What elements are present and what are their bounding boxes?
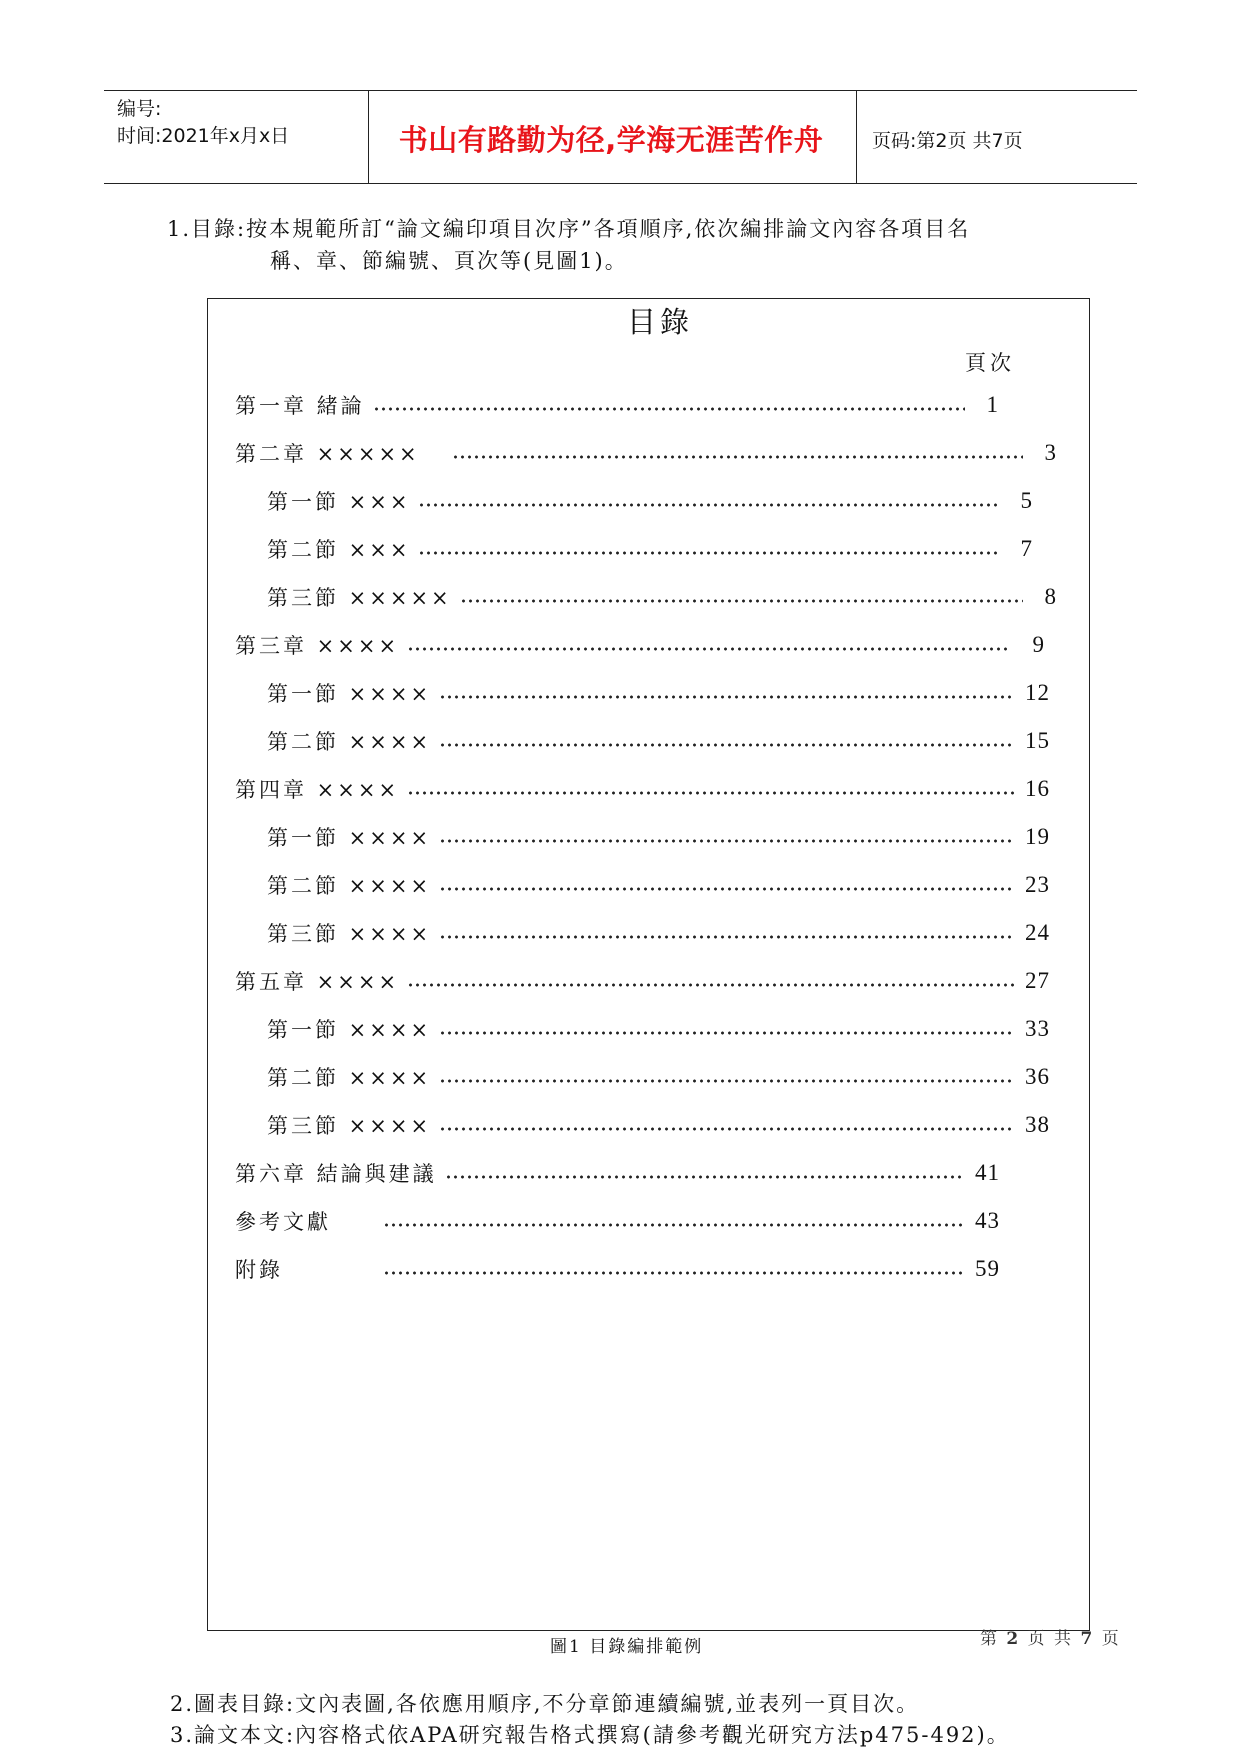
toc-dot-leader [460,598,1023,604]
figure-caption: 圖1 目錄編排範例 [550,1637,704,1657]
toc-entry-page: 1 [986,392,999,417]
toc-entry [267,1014,1050,1044]
toc-entry-label: 第三節 ××××× [267,586,452,610]
toc-dot-leader [407,982,1015,988]
toc-entry-page: 38 [1025,1112,1050,1137]
toc-entry-page: 19 [1025,824,1050,849]
toc-entry [267,918,1050,948]
header-motto: 书山有路勤为径,学海无涯苦作舟 [398,123,824,157]
toc-entry [235,1158,1000,1188]
toc-page-header: 頁次 [965,351,1015,375]
toc-dot-leader [439,838,1015,844]
header-divider-right [856,90,857,184]
toc-dot-leader [439,934,1015,940]
toc-entry-label: 第一節 ×××× [267,682,432,706]
toc-entry [267,870,1050,900]
header-top-rule [104,90,1137,91]
toc-entry-page: 33 [1025,1016,1050,1041]
toc-entry [267,726,1050,756]
toc-entry [235,438,1057,468]
time-label: 时间:2021年x月x日 [117,125,290,147]
toc-entry-label: 第三節 ×××× [267,922,432,946]
toc-entry-page: 24 [1025,920,1050,945]
toc-entry [235,390,999,420]
page-footer-current: 2 [1006,1629,1021,1649]
page-footer [980,1624,1121,1649]
toc-dot-leader [407,790,1015,796]
toc-entry [235,1254,1000,1284]
toc-dot-leader [452,454,1023,460]
toc-entry [267,534,1033,564]
toc-entry [235,1206,1000,1236]
toc-entry-page: 9 [1032,632,1045,657]
toc-entry-label: 附錄 [235,1258,283,1282]
toc-entry-label: 第二章 ××××× [235,442,420,466]
toc-entry-page: 23 [1025,872,1050,897]
toc-dot-leader [439,1030,1015,1036]
toc-title: 目錄 [626,305,693,339]
toc-entry-label: 第一節 ×××× [267,1018,432,1042]
toc-entry-page: 16 [1025,776,1050,801]
toc-entry [235,774,1050,804]
toc-entry [267,486,1033,516]
toc-dot-leader [439,1126,1015,1132]
toc-entry [267,1062,1050,1092]
toc-entry-label: 第二節 ××× [267,538,411,562]
toc-entry-label: 第一章 緒論 [235,394,365,418]
toc-entry-label: 第一節 ×××× [267,826,432,850]
page-footer-total: 7 [1080,1629,1095,1649]
toc-dot-leader [373,406,965,412]
toc-dot-leader [383,1222,965,1228]
toc-entry-label: 第一節 ××× [267,490,411,514]
toc-dot-leader [418,550,999,556]
toc-entry-label: 第三節 ×××× [267,1114,432,1138]
toc-entry [235,966,1050,996]
toc-entry-page: 8 [1044,584,1057,609]
header-bottom-rule [104,183,1137,184]
toc-entry-page: 59 [975,1256,1000,1281]
toc-entry-label: 第二節 ×××× [267,1066,432,1090]
toc-dot-leader [439,742,1015,748]
toc-entry-page: 5 [1020,488,1033,513]
toc-entry-page: 7 [1020,536,1033,561]
toc-dot-leader [439,1078,1015,1084]
page-footer-suffix: 页 [1101,1629,1121,1649]
page-footer-prefix: 第 [980,1629,999,1649]
toc-dot-leader [418,502,999,508]
toc-dot-leader [383,1270,965,1276]
intro-line-2: 稱、章、節編號、頁次等(見圖1)。 [270,249,628,273]
page-footer-middle: 页 共 [1027,1629,1074,1649]
toc-entry [235,630,1045,660]
toc-entry [267,678,1050,708]
toc-dot-leader [407,646,1011,652]
outro-line-2: 2.圖表目錄:文內表圖,各依應用順序,不分章節連續編號,並表列一頁目次。 [170,1692,920,1716]
toc-entry-label: 第四章 ×××× [235,778,400,802]
toc-dot-leader [445,1174,965,1180]
toc-entry-page: 36 [1025,1064,1050,1089]
toc-dot-leader [439,886,1015,892]
toc-entry-page: 12 [1025,680,1050,705]
page-number-label: 页码:第2页 共7页 [872,130,1023,152]
toc-entry-page: 43 [975,1208,1000,1233]
toc-entry-page: 41 [975,1160,1000,1185]
toc-entry-page: 3 [1044,440,1057,465]
toc-entry-page: 27 [1025,968,1050,993]
toc-entry-label: 第六章 結論與建議 [235,1162,437,1186]
toc-entry-label: 參考文獻 [235,1210,331,1234]
toc-entry-label: 第二節 ×××× [267,874,432,898]
toc-dot-leader [439,694,1015,700]
serial-label: 编号: [117,98,162,120]
toc-entry [267,1110,1050,1140]
outro-line-3: 3.論文本文:內容格式依APA研究報告格式撰寫(請參考觀光研究方法p475-492)。 [170,1723,1010,1747]
toc-entry-label: 第五章 ×××× [235,970,400,994]
toc-entry-page: 15 [1025,728,1050,753]
toc-entry-label: 第三章 ×××× [235,634,400,658]
intro-line-1: 1.目錄:按本規範所訂“論文編印項目次序”各項順序,依次編排論文內容各項目名 [167,217,971,241]
toc-entry [267,582,1057,612]
toc-entry [267,822,1050,852]
toc-entry-label: 第二節 ×××× [267,730,432,754]
